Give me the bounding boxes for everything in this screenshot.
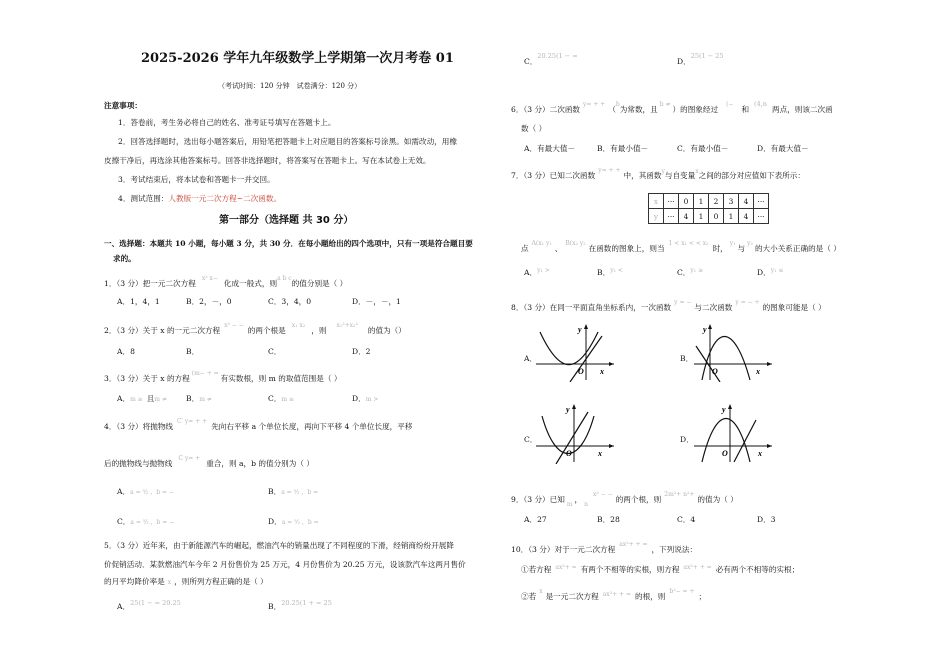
notes-heading: 注意事项： — [104, 101, 142, 110]
table-cell: 0 — [679, 194, 694, 209]
note-2a: 2．回答选择题时，选出每小题答案后，用铅笔把答题卡上对应题目的答案标号涂黑。如需改动，用橡 — [118, 137, 457, 146]
q2-option-b: B． — [186, 347, 200, 356]
q6-stem-2: 数（ ） — [521, 124, 547, 133]
q1-stem: 1．（3 分）把一元二次方程$^{x^2 x-}$化成一般式，则$^{a b c}$的值分别是（ ） — [104, 275, 348, 288]
table-cell: 4 — [739, 209, 754, 224]
q8-option-c-label: C． — [524, 435, 538, 444]
q1-option-b: B．2，－，0 — [186, 297, 232, 306]
q7-option-b: B．$^{y_1 <}$ — [597, 267, 623, 277]
axis-label-y: y — [722, 405, 726, 414]
table-cell: 1 — [694, 194, 709, 209]
value-table-row-x — [649, 194, 769, 209]
part1-title: 第一部分（选择题 共 30 分） — [219, 215, 354, 226]
axis-label-y: y — [703, 325, 707, 334]
q9-option-b: B．28 — [597, 515, 620, 524]
q2-option-c: C． — [268, 347, 282, 356]
axis-label-o: O — [722, 449, 728, 458]
table-cell: 4 — [739, 194, 754, 209]
axis-label-o: O — [566, 449, 572, 458]
value-table-row-y — [649, 209, 769, 224]
q8-option-a-label: A． — [524, 354, 538, 363]
q1-option-a: A．1，4，1 — [117, 297, 160, 306]
table-cell: 1 — [724, 209, 739, 224]
q4-stem: 4．（3 分）将抛物线$^{C' y= + +}$先向右平移 a 个单位长度，再向下平移 4 个单位长度，平移 — [104, 418, 413, 431]
note-4-prefix: 4．测试范围： — [118, 194, 169, 203]
axis-label-x: x — [600, 367, 604, 376]
value-table — [648, 193, 769, 224]
q3-option-c: C．m ≥ — [268, 394, 295, 403]
axis-label-x: x — [598, 449, 602, 458]
q6-option-b: B．有最小值－ — [597, 144, 649, 153]
note-3: 3．考试结束后，将本试卷和答题卡一并交回。 — [118, 175, 275, 184]
page-title: 2025-2026 学年九年级数学上学期第一次月考卷 01 — [141, 51, 454, 66]
q1-option-d: D．－，－，1 — [352, 297, 401, 306]
q4-option-c: C．a = ⁵⁄₂ ，b = − — [117, 517, 175, 526]
q9-stem: 9．（3 分）已知$_m$，$_n^{x^2 - -}$的两个根，则$^{2m^2+ n^2+}$的值为（ ） — [511, 491, 738, 508]
q4-option-b: B．a = ⁵⁄₂ ，b = — [268, 487, 319, 496]
axis-label-o: O — [712, 367, 718, 376]
q6-stem: 6．（3 分）二次函数$^{y= + +}$（$^b$为常数，且$^{b \ne}$）的图象经过(−和(4,n两点，则该二次函 — [511, 100, 833, 114]
q3-option-a: A．m ≥ 且m ≠ — [117, 394, 167, 403]
q7-option-d: D．$^{y_1 \le}$ — [757, 267, 784, 277]
axis-label-x: x — [756, 367, 760, 376]
table-cell: 3 — [724, 194, 739, 209]
q8-option-d-label: D． — [680, 435, 694, 444]
q9-option-c: C．4 — [677, 515, 696, 524]
q4-stem-2: 后的抛物线与抛物线$^{C y= +}$重合，则 a，b 的值分别为（ ） — [104, 455, 314, 468]
q5-stem-3: 的月平均降价率是 x ，则所列方程正确的是（ ） — [104, 577, 268, 586]
q10-statement-2: ②若$^x$是一元二次方程 $^{ax^2+ + =}$ 的根，则$^{b^2- = +}$； — [521, 588, 707, 601]
q3-stem: 3．（3 分）关于 x 的方程$^{(m- + =}$有实数根，则 m 的取值范围是（ ） — [104, 370, 342, 383]
table-cell: x — [649, 194, 664, 209]
q10-statement-1: ①若方程 $^{ax^2+ =}$ 有两个不相等的实根，则方程 $^{ax^2+ + =}$ 必有两个不相等的实根； — [521, 564, 800, 574]
graph-option-c — [536, 402, 616, 464]
table-cell: 0 — [709, 209, 724, 224]
note-1: 1．答卷前，考生务必将自己的姓名、准考证号填写在答题卡上。 — [118, 118, 336, 127]
q6-option-a: A．有最大值－ — [524, 144, 576, 153]
note-4 — [118, 195, 281, 203]
note-4-range: 人教版一元二次方程~二次函数。 — [168, 194, 282, 203]
table-cell: ··· — [664, 209, 679, 224]
axis-label-y: y — [566, 405, 570, 414]
table-cell: ··· — [754, 194, 769, 209]
q5-stem-2: 价促销活动．某款燃油汽车今年 2 月份售价为 25 万元，4 月份售价为 20.25 万元，设该款汽车这两月售价 — [104, 560, 466, 569]
q6-option-d: D．有最大值－ — [757, 144, 809, 153]
q5-option-c: C．20.25(1 − = — [524, 52, 578, 66]
q7-stem-2: 点$^{A(x_1 y_1}$、$^{B(x_2 y_2}$在函数的图象上，则当$^{1 < x_1 < < x_2}$时，$^{y_1}$与$^{y_2}$的大小关系正确的是（ ） — [521, 240, 841, 253]
q5-option-d: D．25(1 − 25 — [677, 52, 724, 66]
q5-option-b: B．20.25(1 + = 25 — [268, 599, 332, 611]
part1-instruction-2: 求的。 — [113, 254, 136, 263]
note-2b: 皮擦干净后，再选涂其他答案标号。回答非选择题时，将答案写在答题卡上。写在本试卷上无效。 — [104, 156, 431, 165]
table-cell: 4 — [679, 209, 694, 224]
q3-option-d: D．m > — [352, 394, 379, 403]
table-cell: 1 — [694, 209, 709, 224]
table-cell: ··· — [664, 194, 679, 209]
q2-stem: 2．（3 分）关于 x 的一元二次方程$^{x^2 - -}$的两个根是$^{x_1 x_2}$，则$^{x_1^2+x_2^2}$的值为（） — [104, 322, 406, 335]
q9-option-d: D．3 — [757, 515, 776, 524]
graph-option-a — [536, 322, 616, 382]
table-cell: ··· — [754, 209, 769, 224]
q5-stem-1: 5．（3 分）近年来，由于新能源汽车的崛起，燃油汽车的销量出现了不同程度的下滑，经销商纷纷开展降 — [104, 541, 454, 550]
q8-stem: 8．（3 分）在同一平面直角坐标系内，一次函数$^{y = -}$与二次函数$^{y = - +}$的图象可能是（ ） — [511, 299, 826, 312]
q5-option-a: A．25(1 − = 20.25 — [117, 599, 181, 611]
part1-instruction-1: 一、选择题：本题共 10 小题，每小题 3 分，共 30 分．在每小题给出的四个选项中，只有一项是符合题目要 — [104, 239, 473, 248]
q7-option-c: C．$^{y_1 \ge}$ — [677, 267, 704, 277]
axis-label-y: y — [578, 325, 582, 334]
q7-option-a: A．$^{y_1 >}$ — [524, 267, 550, 277]
graph-option-d — [694, 402, 774, 464]
q4-option-a: A．a = ⁵⁄₂ ，b = − — [117, 487, 174, 496]
axis-label-o: O — [578, 367, 584, 376]
axis-label-x: x — [758, 449, 762, 458]
q8-option-b-label: B． — [680, 354, 694, 363]
table-cell: y — [649, 209, 664, 224]
graph-option-b — [694, 322, 774, 382]
q3-option-b: B．m ≠ — [186, 394, 212, 403]
q6-option-c: C．有最小值－ — [677, 144, 729, 153]
q9-option-a: A．27 — [524, 515, 547, 524]
q2-option-d: D．2 — [352, 347, 371, 356]
q4-option-d: D．a = ⁵⁄₂ ，b = — [268, 517, 319, 526]
q7-stem: 7．（3 分）已知二次函数$^{y= + +}$中，其函数$^y$与自变量$^x$之间的部分对应值如下表所示： — [511, 167, 805, 180]
table-cell: 2 — [709, 194, 724, 209]
q10-stem: 10．（3 分）对于一元二次方程$^{ax^2+ + =}$，下列说法： — [511, 541, 698, 554]
q1-option-c: C．3，4，0 — [268, 297, 312, 306]
q2-option-a: A．8 — [117, 347, 135, 356]
exam-info: （考试时间：120 分钟 试卷满分：120 分） — [218, 82, 362, 90]
